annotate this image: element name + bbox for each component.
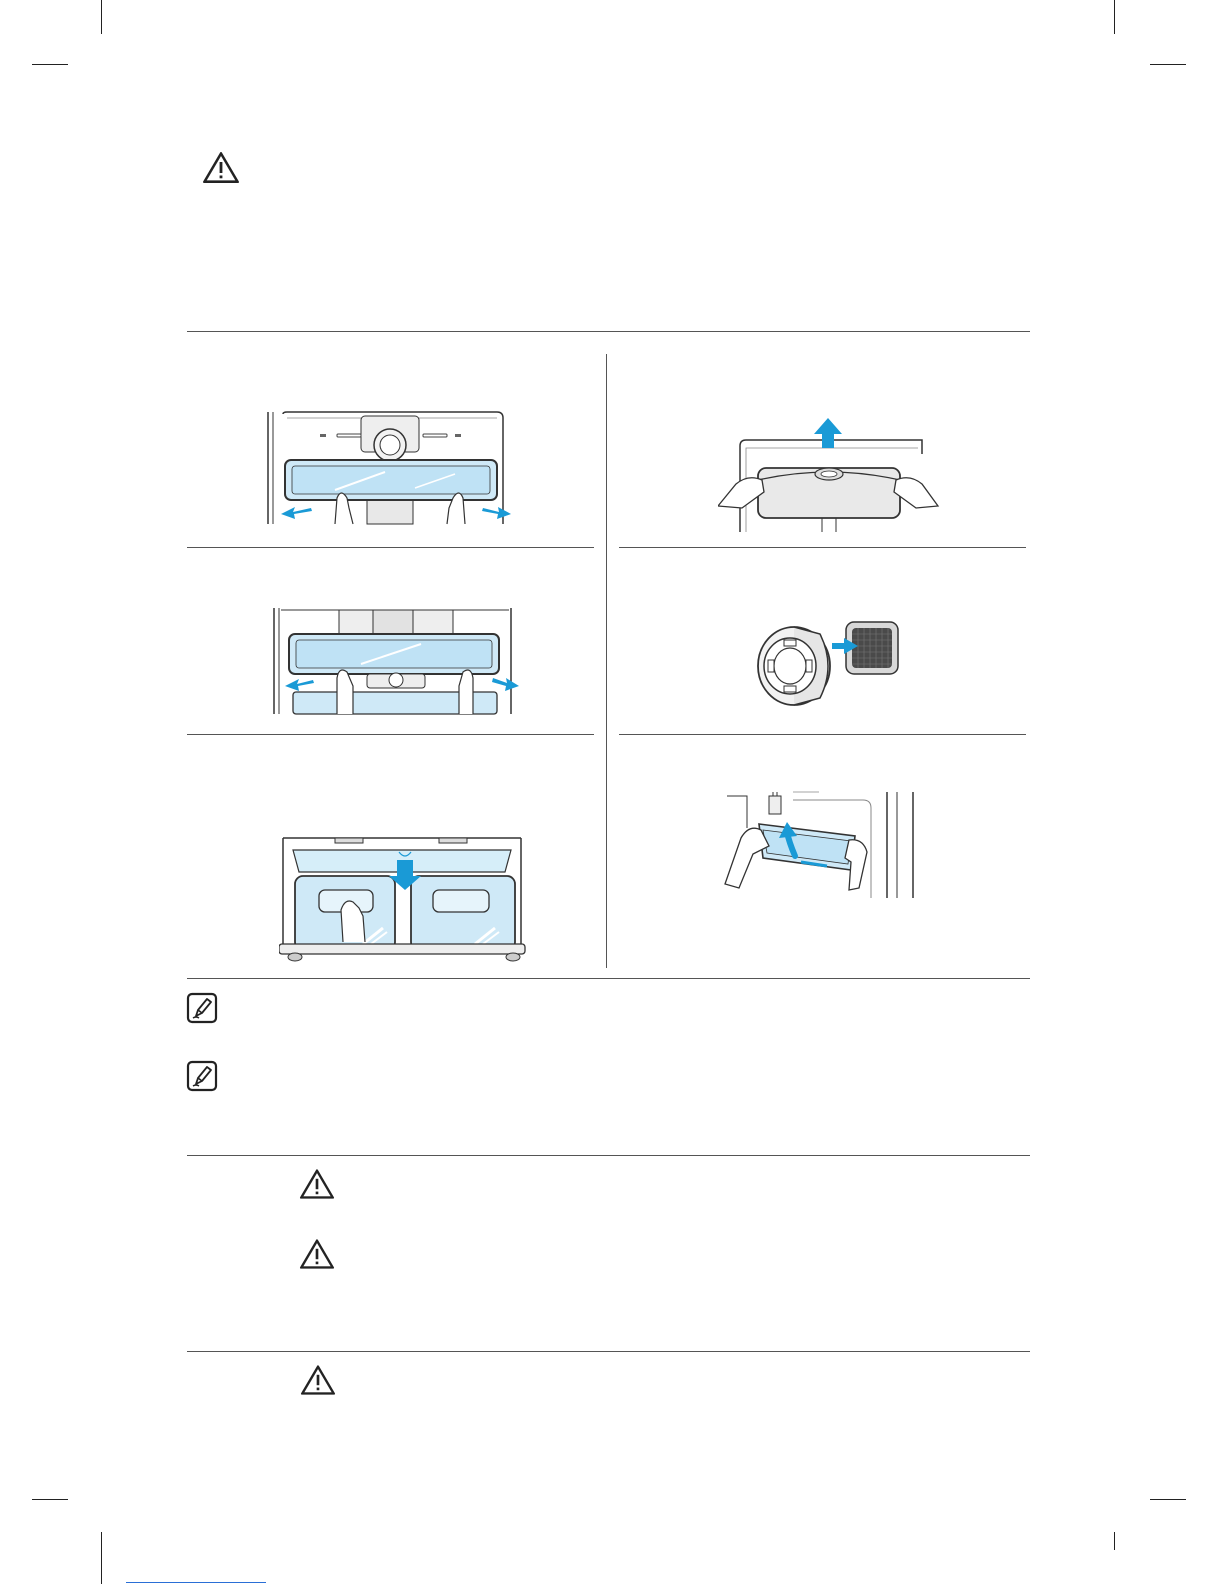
insert-filter-illustration	[754, 620, 900, 708]
row-divider	[187, 734, 594, 735]
lift-filter-housing-illustration	[718, 418, 943, 534]
remove-drawers-illustration	[279, 836, 535, 966]
crop-mark	[1114, 0, 1115, 34]
section-divider	[187, 978, 1030, 979]
remove-dispenser-shelf-illustration	[265, 410, 515, 526]
row-divider	[187, 547, 594, 548]
section-divider	[187, 1351, 1030, 1352]
note-pencil-icon	[186, 1060, 218, 1092]
warning-triangle-icon	[202, 151, 240, 184]
warning-triangle-icon	[299, 1168, 335, 1200]
crop-mark	[1150, 1499, 1186, 1500]
column-divider	[606, 354, 607, 968]
section-divider	[187, 331, 1030, 332]
reinstall-cover-illustration	[723, 788, 919, 900]
crop-mark	[32, 64, 68, 65]
note-pencil-icon	[186, 992, 218, 1024]
crop-mark	[32, 1499, 68, 1500]
warning-triangle-icon	[299, 1238, 335, 1270]
crop-mark	[1150, 64, 1186, 65]
crop-mark	[101, 1532, 102, 1584]
section-divider	[187, 1155, 1030, 1156]
crop-mark	[101, 0, 102, 34]
crop-mark	[1114, 1532, 1115, 1550]
warning-triangle-icon	[300, 1364, 336, 1396]
footer-link-underline	[126, 1582, 266, 1583]
remove-lower-shelf-illustration	[271, 606, 521, 716]
row-divider	[619, 734, 1026, 735]
row-divider	[619, 547, 1026, 548]
